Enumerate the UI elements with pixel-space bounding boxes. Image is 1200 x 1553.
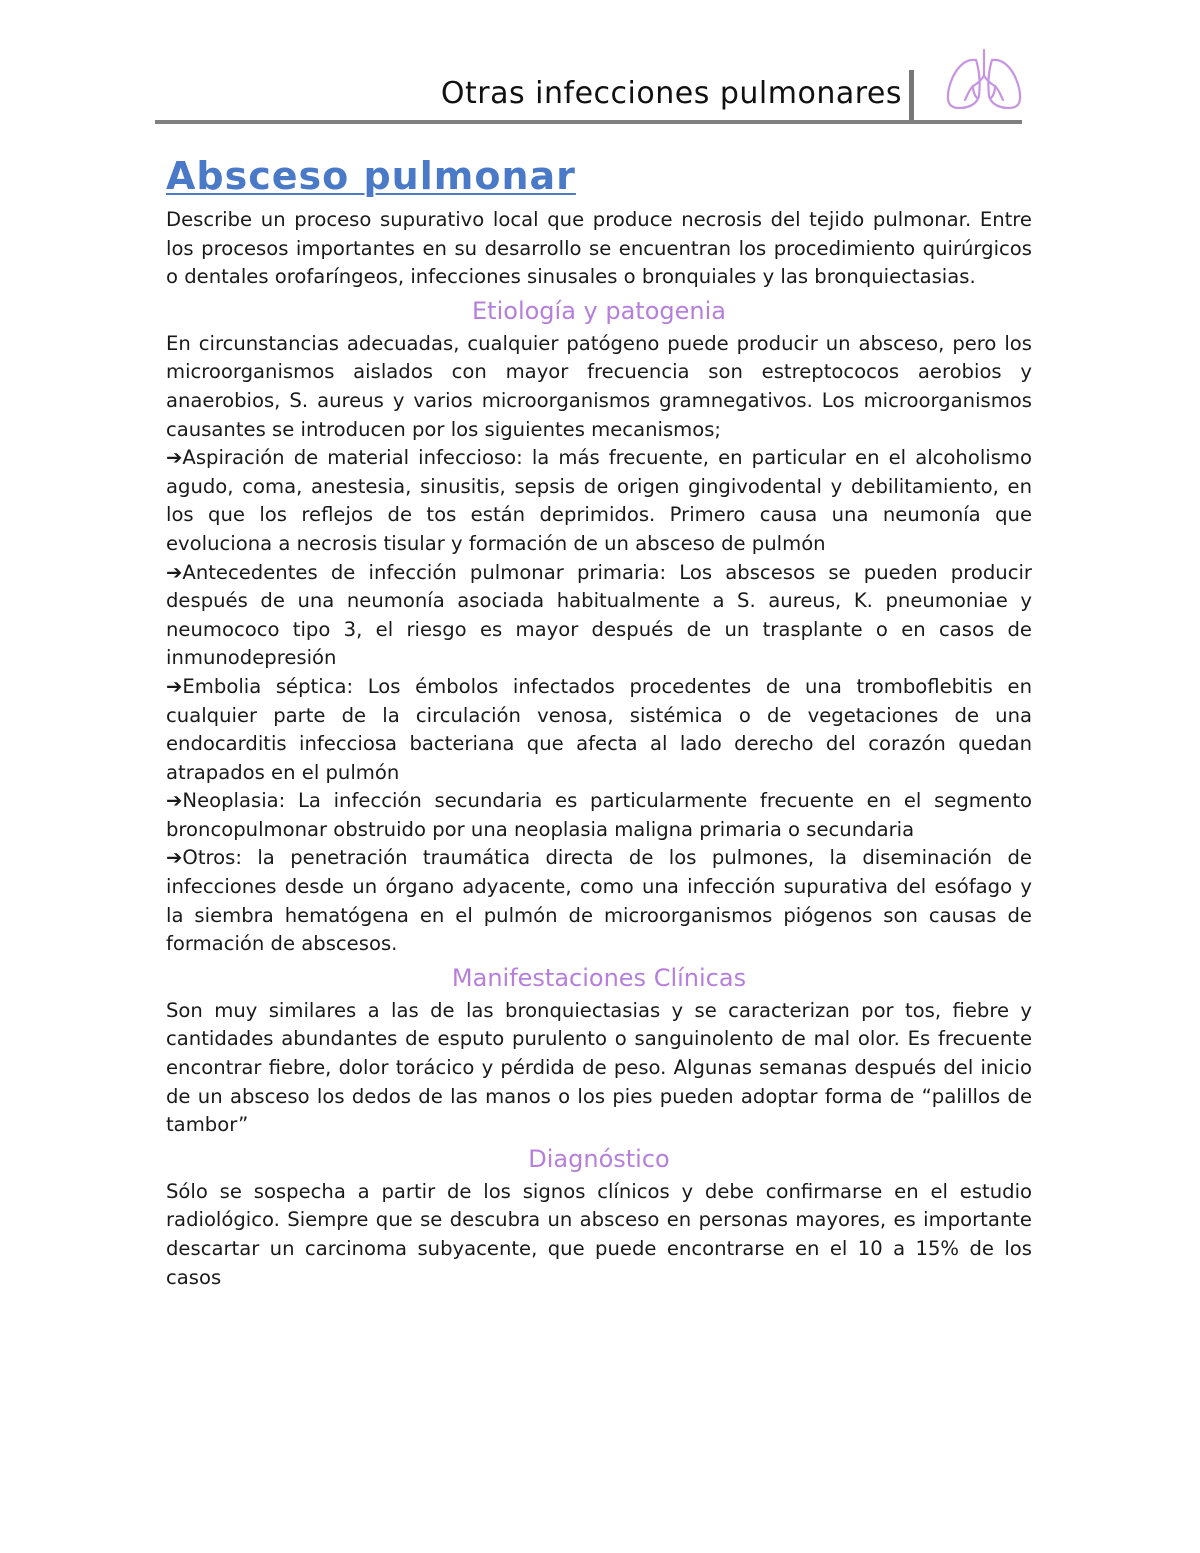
arrow-bullet-icon: ➔ <box>166 446 183 470</box>
list-item <box>166 559 1032 673</box>
arrow-bullet-icon: ➔ <box>166 560 183 584</box>
list-item <box>166 673 1032 787</box>
list-item-text: Embolia séptica: Los émbolos infectados procedentes de una tromboflebitis en cualquier parte de la circulación venosa, sistémica o de vegetaciones de una endocarditis infecciosa bacteriana que afecta al lado derecho del corazón quedan atrapados en el pulmón <box>166 674 1032 784</box>
header-divider-vertical <box>909 70 914 122</box>
section-heading-etiologia: Etiología y patogenia <box>472 296 726 325</box>
list-item-text: Otros: la penetración traumática directa de los pulmones, la diseminación de infecciones desde un órgano adyacente, como una infección supurativa del esófago y la siembra hematógena en el pulmón de microorganismos piógenos son causas de formación de abscesos. <box>166 846 1032 956</box>
list-item <box>166 844 1032 958</box>
page-header <box>155 60 1022 126</box>
document-body <box>166 150 1032 1292</box>
manifestaciones-paragraph: Son muy similares a las de las bronquiectasias y se caracterizan por tos, fiebre y cantidades abundantes de esputo purulento o sanguinolento de mal olor. Es frecuente encontrar fiebre, dolor torácico y pérdida de peso. Algunas semanas después del inicio de un absceso los dedos de las manos o los pies pueden adoptar forma de “palillos de tambor” <box>166 998 1032 1137</box>
list-item <box>166 444 1032 558</box>
section-heading-manifestaciones: Manifestaciones Clínicas <box>451 963 747 992</box>
header-rule <box>155 120 1022 124</box>
arrow-bullet-icon: ➔ <box>166 846 183 870</box>
list-item-text: Aspiración de material infeccioso: la más frecuente, en particular en el alcoholismo agudo, coma, anestesia, sinusitis, sepsis de origen gingivodental y debilitamiento, en los que los reflejos de tos están deprimidos. Primero causa una neumonía que evoluciona a necrosis tisular y formación de un absceso de pulmón <box>166 446 1032 555</box>
intro-paragraph: Describe un proceso supurativo local que produce necrosis del tejido pulmonar. Entre los procesos importantes en su desarrollo se encuentran los procedimiento quirúrgicos o dentales orofaríngeos, infecciones sinusales o bronquiales y las bronquiectasias. <box>166 208 1032 289</box>
list-item-text: Neoplasia: La infección secundaria es particularmente frecuente en el segmento broncopulmonar obstruido por una neoplasia maligna primaria o secundaria <box>166 789 1032 841</box>
list-item-text: Antecedentes de infección pulmonar primaria: Los abscesos se pueden producir después de una neumonía asociada habitualmente a S. aureus, K. pneumoniae y neumococo tipo 3, el riesgo es mayor después de un trasplante o en casos de inmunodepresión <box>166 560 1032 670</box>
article-title: Absceso pulmonar <box>166 154 576 198</box>
etiologia-paragraph: En circunstancias adecuadas, cualquier patógeno puede producir un absceso, pero los microorganismos aislados con mayor frecuencia son estreptococos aerobios y anaerobios, S. aureus y varios microorganismos gramnegativos. Los microorganismos causantes se introducen por los siguientes mecanismos; <box>166 331 1032 441</box>
diagnostico-paragraph: Sólo se sospecha a partir de los signos clínicos y debe confirmarse en el estudio radiológico. Siempre que se descubra un absceso en personas mayores, es importante descartar un carcinoma subyacente, que puede encontrarse en el 10 a 15% de los casos <box>166 1179 1032 1289</box>
section-heading-diagnostico: Diagnóstico <box>528 1144 670 1173</box>
arrow-bullet-icon: ➔ <box>166 674 183 698</box>
lungs-icon <box>943 46 1025 116</box>
list-item <box>166 787 1032 844</box>
header-title: Otras infecciones pulmonares <box>440 76 902 111</box>
arrow-bullet-icon: ➔ <box>166 789 183 813</box>
